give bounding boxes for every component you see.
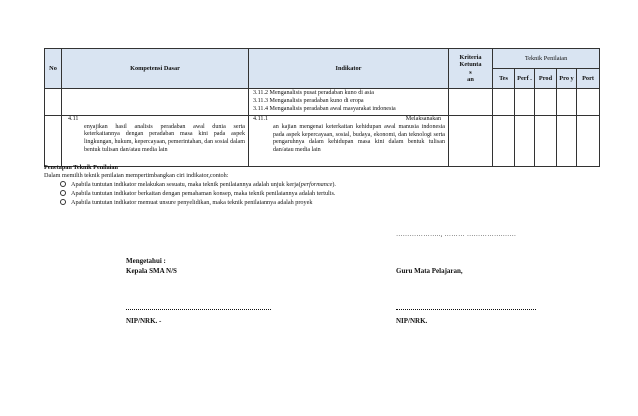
kriteria-line: Ketunta — [459, 61, 482, 69]
indikator-head — [253, 116, 445, 124]
cell-empty — [557, 89, 577, 116]
header-perf: Perf . — [515, 69, 535, 89]
header-port: Port — [577, 69, 600, 89]
penetapan-bullet — [60, 181, 336, 188]
guru-label: Guru Mata Pelajaran, — [396, 267, 463, 275]
kriteria-line: an — [467, 75, 474, 83]
cell-empty — [557, 116, 577, 167]
kd-number: 4.11 — [68, 116, 79, 122]
indikator-row: 3.11.2 Menganalisis pusat peradaban kuno di asia — [253, 90, 374, 97]
header-teknik-penilaian: Teknik Penilaian — [493, 49, 600, 69]
cell-empty — [535, 89, 557, 116]
indikator-number: 4.11.1 — [253, 116, 269, 122]
indikator-row: 3.11.3 Menganalisis peradaban kuno di eropa — [253, 98, 364, 105]
circle-bullet-icon — [60, 181, 66, 187]
place-date-line: ……………….., ……… …………….…… — [396, 231, 517, 238]
cell-empty — [535, 116, 557, 167]
circle-bullet-icon — [60, 190, 66, 196]
cell-empty — [493, 116, 515, 167]
circle-bullet-icon — [60, 199, 66, 205]
header-kriteria-ketuntasan — [449, 49, 493, 89]
header-no: No — [45, 49, 62, 89]
cell-empty — [62, 89, 249, 116]
left-signature-line — [126, 309, 271, 310]
kd-text: enyajikan hasil analisis peradaban awal dunia serta keterkaitannya dengan peradaban masa kini pada aspek lingkungan, hukum, kepercayaan, pemerintahan, dan sosial dalam bentuk tulisan dan/atau media lain — [84, 123, 245, 153]
header-kompetensi-dasar: Kompetensi Dasar — [62, 49, 249, 89]
indikator-cell-411 — [249, 116, 449, 167]
cell-empty — [577, 89, 600, 116]
kriteria-line: s — [469, 68, 472, 76]
penetapan-bullet — [60, 199, 312, 206]
right-nip: NIP/NRK. — [396, 317, 428, 325]
header-tes: Tes — [493, 69, 515, 89]
indikator-row: 3.11.4 Menganalisis peradaban awal masyarakat indonesia — [253, 105, 396, 112]
cell-empty — [45, 116, 62, 167]
penetapan-intro: Dalam memilih teknik penilaian mempertimbangkan ciri indikator,contoh: — [44, 172, 229, 179]
cell-empty — [577, 116, 600, 167]
cell-empty — [515, 116, 535, 167]
bullet-tail: ). — [332, 181, 336, 188]
penetapan-title: Penetapan Teknik Penilaian — [44, 164, 118, 171]
indikator-melaksanakan: Melaksanakan — [405, 116, 441, 122]
indikator-text: an kajian mengenai keterkaitan kehidupan awal manusia indonesia pada aspek kepercayaan, sosial, budaya, ekonomi, dan teknologi serta pengaruhnya dalam kehidupan masa kini dalam bentuk tulisan dan/atau media lain — [273, 124, 445, 154]
cell-empty — [449, 116, 493, 167]
cell-empty — [449, 89, 493, 116]
bullet-text: Apabila tuntutan indikator melakukan sesuatu, maka teknik penilaiannya adalah unjuk kerja( — [71, 181, 301, 188]
kriteria-line: Kriteria — [459, 54, 482, 62]
header-prod: Prod — [535, 69, 557, 89]
kd-cell — [62, 116, 249, 167]
header-proy: Pro y — [557, 69, 577, 89]
penetapan-bullet — [60, 190, 335, 197]
bullet-em: performance — [300, 181, 333, 188]
cell-empty — [515, 89, 535, 116]
left-nip: NIP/NRK. - — [126, 317, 162, 325]
cell-empty — [45, 89, 62, 116]
bullet-text: Apabila tuntutan indikator memuat unsure penyelidikan, maka teknik penilaiannya adalah proyek — [71, 199, 313, 206]
kepala-sekolah-label: Kepala SMA N/S — [126, 267, 177, 275]
header-indikator: Indikator — [249, 49, 449, 89]
assessment-table — [44, 48, 600, 167]
indikator-list-top — [249, 89, 449, 116]
mengetahui-label: Mengetahui : — [126, 257, 166, 265]
bullet-text: Apabila tuntutan indikator berkaitan dengan pemahaman konsep, maka teknik penilaiannya adalah tertulis. — [71, 190, 336, 197]
cell-empty — [493, 89, 515, 116]
right-signature-line — [396, 309, 536, 310]
